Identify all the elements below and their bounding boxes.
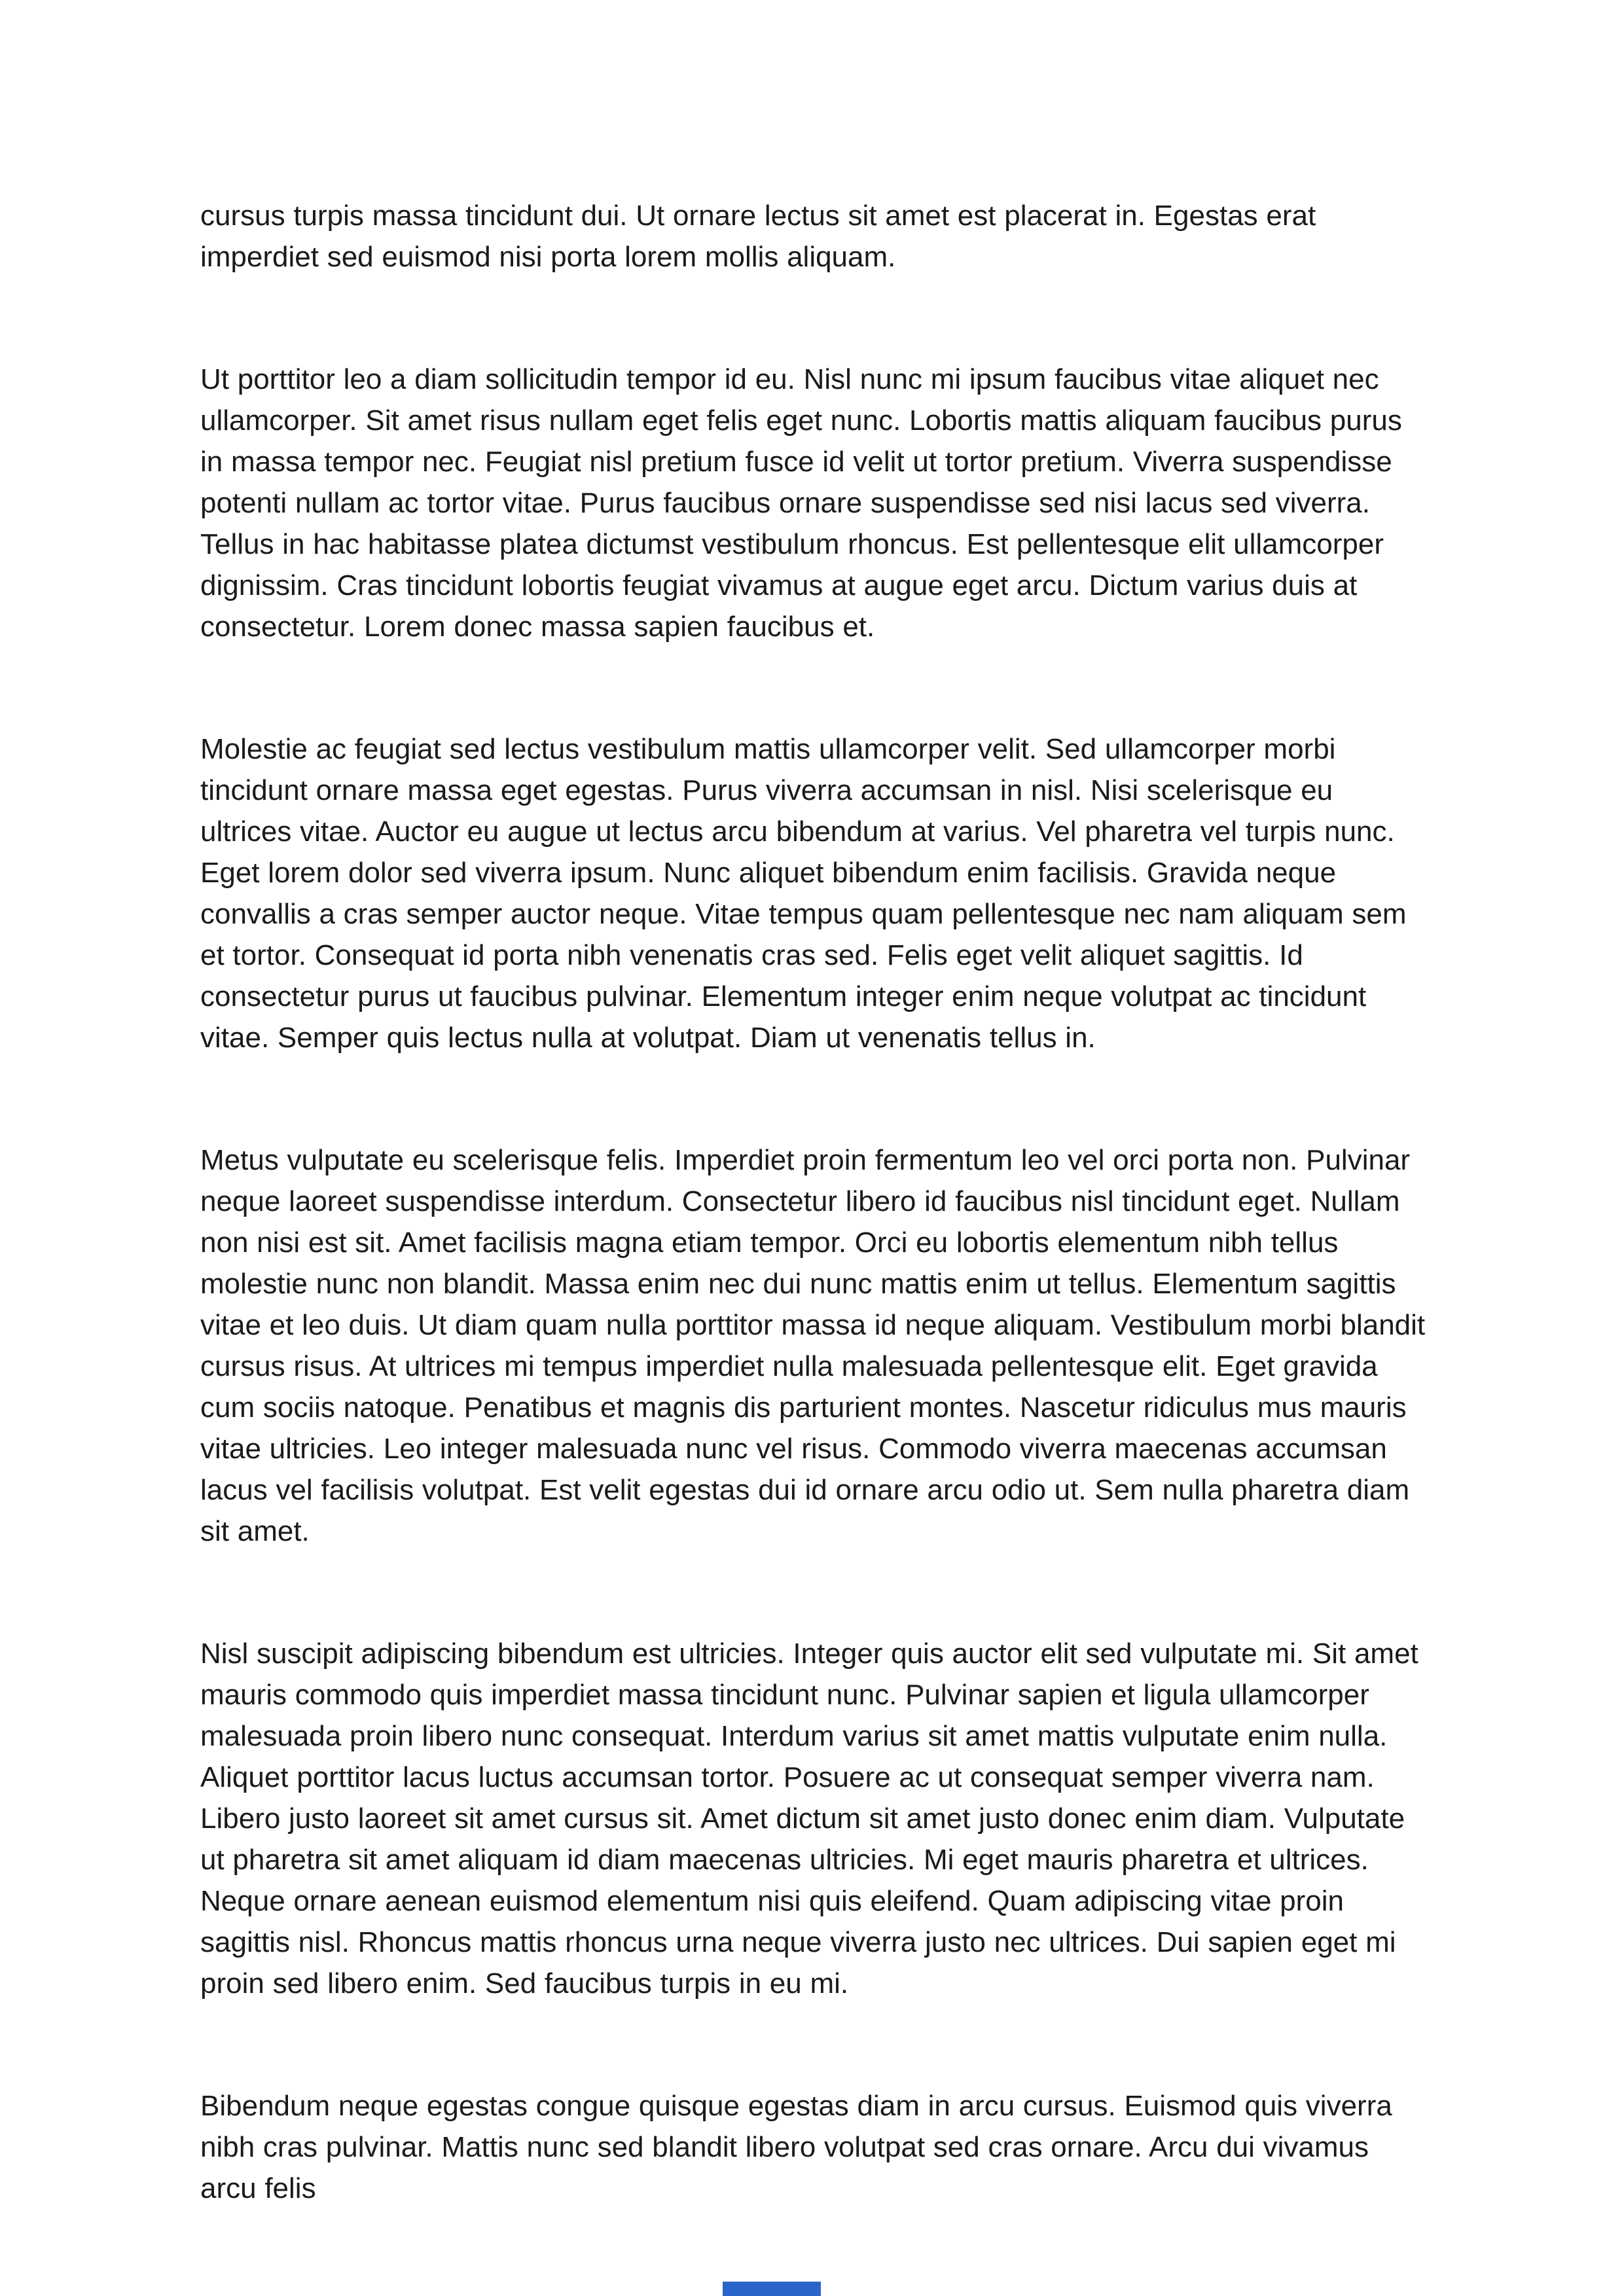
paragraph: cursus turpis massa tincidunt dui. Ut ornare lectus sit amet est placerat in. Egestas erat imperdiet sed euismod nisi porta lorem mollis aliquam. xyxy=(200,200,1316,273)
bottom-blue-bar xyxy=(723,2282,821,2296)
paragraph: Metus vulputate eu scelerisque felis. Imperdiet proin fermentum leo vel orci porta non. Pulvinar neque laoreet suspendisse interdum. Consectetur libero id faucibus nisl tincidunt eget. Nullam non nisi est sit. Amet facilisis magna etiam tempor. Orci eu lobortis elementum nibh tellus molestie nunc non blandit. Massa enim nec dui nunc mattis enim ut tellus. Elementum sagittis vitae et leo duis. Ut diam quam nulla porttitor massa id neque aliquam. Vestibulum morbi blandit cursus risus. At ultrices mi tempus imperdiet nulla malesuada pellentesque elit. Eget gravida cum sociis natoque. Penatibus et magnis dis parturient montes. Nascetur ridiculus mus mauris vitae ultricies. Leo integer malesuada nunc vel risus. Commodo viverra maecenas accumsan lacus vel facilisis volutpat. Est velit egestas dui id ornare arcu odio ut. Sem nulla pharetra diam sit amet. xyxy=(200,1144,1426,1547)
paragraph: Nisl suscipit adipiscing bibendum est ultricies. Integer quis auctor elit sed vulputate mi. Sit amet mauris commodo quis imperdiet massa tincidunt nunc. Pulvinar sapien et ligula ullamcorper malesuada proin libero nunc consequat. Interdum varius sit amet mattis vulputate enim nulla. Aliquet porttitor lacus luctus accumsan tortor. Posuere ac ut consequat semper viverra nam. Libero justo laoreet sit amet cursus sit. Amet dictum sit amet justo donec enim diam. Vulputate ut pharetra sit amet aliquam id diam maecenas ultricies. Mi eget mauris pharetra et ultrices. Neque ornare aenean euismod elementum nisi quis eleifend. Quam adipiscing vitae proin sagittis nisl. Rhoncus mattis rhoncus urna neque viverra justo nec ultrices. Dui sapien eget mi proin sed libero enim. Sed faucibus turpis in eu mi. xyxy=(200,1638,1418,2000)
paragraph: Molestie ac feugiat sed lectus vestibulum mattis ullamcorper velit. Sed ullamcorper morbi tincidunt ornare massa eget egestas. Purus viverra accumsan in nisl. Nisi scelerisque eu ultrices vitae. Auctor eu augue ut lectus arcu bibendum at varius. Vel pharetra vel turpis nunc. Eget lorem dolor sed viverra ipsum. Nunc aliquet bibendum enim facilisis. Gravida neque convallis a cras semper auctor neque. Vitae tempus quam pellentesque nec nam aliquam sem et tortor. Consequat id porta nibh venenatis cras sed. Felis eget velit aliquet sagittis. Id consectetur purus ut faucibus pulvinar. Elementum integer enim neque volutpat ac tincidunt vitae. Semper quis lectus nulla at volutpat. Diam ut venenatis tellus in. xyxy=(200,733,1407,1054)
document-text-block xyxy=(200,195,1426,2209)
paragraph: Bibendum neque egestas congue quisque egestas diam in arcu cursus. Euismod quis viverra nibh cras pulvinar. Mattis nunc sed blandit libero volutpat sed cras ornare. Arcu dui vivamus arcu felis xyxy=(200,2090,1392,2204)
paragraph: Ut porttitor leo a diam sollicitudin tempor id eu. Nisl nunc mi ipsum faucibus vitae aliquet nec ullamcorper. Sit amet risus nullam eget felis eget nunc. Lobortis mattis aliquam faucibus purus in massa tempor nec. Feugiat nisl pretium fusce id velit ut tortor pretium. Viverra suspendisse potenti nullam ac tortor vitae. Purus faucibus ornare suspendisse sed nisi lacus sed viverra. Tellus in hac habitasse platea dictumst vestibulum rhoncus. Est pellentesque elit ullamcorper dignissim. Cras tincidunt lobortis feugiat vivamus at augue eget arcu. Dictum varius duis at consectetur. Lorem donec massa sapien faucibus et. xyxy=(200,363,1402,643)
